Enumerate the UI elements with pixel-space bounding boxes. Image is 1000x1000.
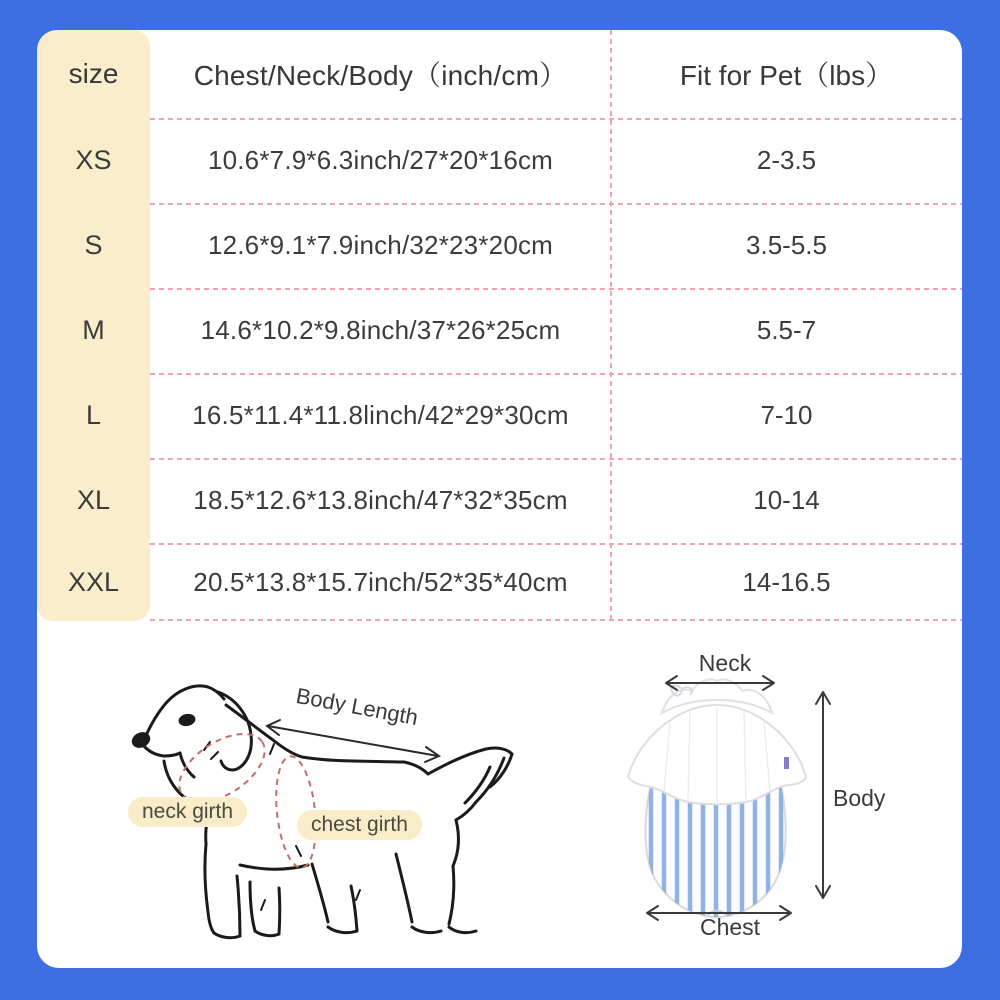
garment-tag — [784, 757, 789, 769]
row-measurements: 12.6*9.1*7.9inch/32*23*20cm — [207, 230, 554, 260]
table-row — [37, 373, 962, 458]
body-length-label: Body Length — [294, 682, 421, 731]
row-divider-dashed — [150, 373, 962, 375]
row-size-label: XS — [75, 145, 112, 175]
neck-girth-label: neck girth — [128, 797, 247, 827]
garment-chest-label: Chest — [699, 914, 761, 940]
row-measurements: 18.5*12.6*13.8inch/47*32*35cm — [193, 485, 568, 515]
table-header-row — [37, 30, 962, 118]
row-size-label: XL — [76, 485, 111, 515]
row-size-label: L — [85, 400, 102, 430]
row-divider-dashed — [150, 619, 962, 621]
table-row — [37, 203, 962, 288]
row-measurements: 10.6*7.9*6.3inch/27*20*16cm — [207, 145, 554, 175]
row-fit-weight: 7-10 — [760, 400, 813, 430]
header-fit: Fit for Pet（lbs） — [679, 60, 894, 91]
header-size: size — [68, 58, 119, 89]
table-row — [37, 118, 962, 203]
row-fit-weight: 3.5-5.5 — [746, 230, 827, 260]
header-measurements: Chest/Neck/Body（inch/cm） — [193, 60, 568, 91]
row-size-label: M — [82, 315, 105, 345]
row-fit-weight: 5.5-7 — [756, 315, 817, 345]
row-measurements: 16.5*11.4*11.8linch/42*29*30cm — [192, 400, 569, 430]
garment-ruffle — [628, 679, 806, 805]
row-divider-dashed — [150, 543, 962, 545]
table-row — [37, 458, 962, 543]
chest-girth-label: chest girth — [297, 810, 422, 840]
table-row — [37, 288, 962, 373]
row-size-label: XXL — [67, 566, 120, 597]
garment-neck-label: Neck — [698, 650, 752, 676]
row-divider-dashed — [150, 118, 962, 120]
body-length-arrow-vertical — [816, 692, 830, 898]
row-fit-weight: 2-3.5 — [756, 145, 817, 175]
girth-dashed-ellipses — [168, 720, 321, 870]
row-size-label: S — [84, 230, 103, 260]
table-row — [37, 543, 962, 621]
garment-body-label: Body — [833, 785, 886, 811]
row-fit-weight: 14-16.5 — [742, 566, 831, 597]
row-divider-dashed — [150, 458, 962, 460]
row-measurements: 20.5*13.8*15.7inch/52*35*40cm — [193, 566, 568, 597]
row-divider-dashed — [150, 203, 962, 205]
row-divider-dashed — [150, 288, 962, 290]
row-fit-weight: 10-14 — [753, 485, 820, 515]
row-measurements: 14.6*10.2*9.8inch/37*26*25cm — [200, 315, 561, 345]
